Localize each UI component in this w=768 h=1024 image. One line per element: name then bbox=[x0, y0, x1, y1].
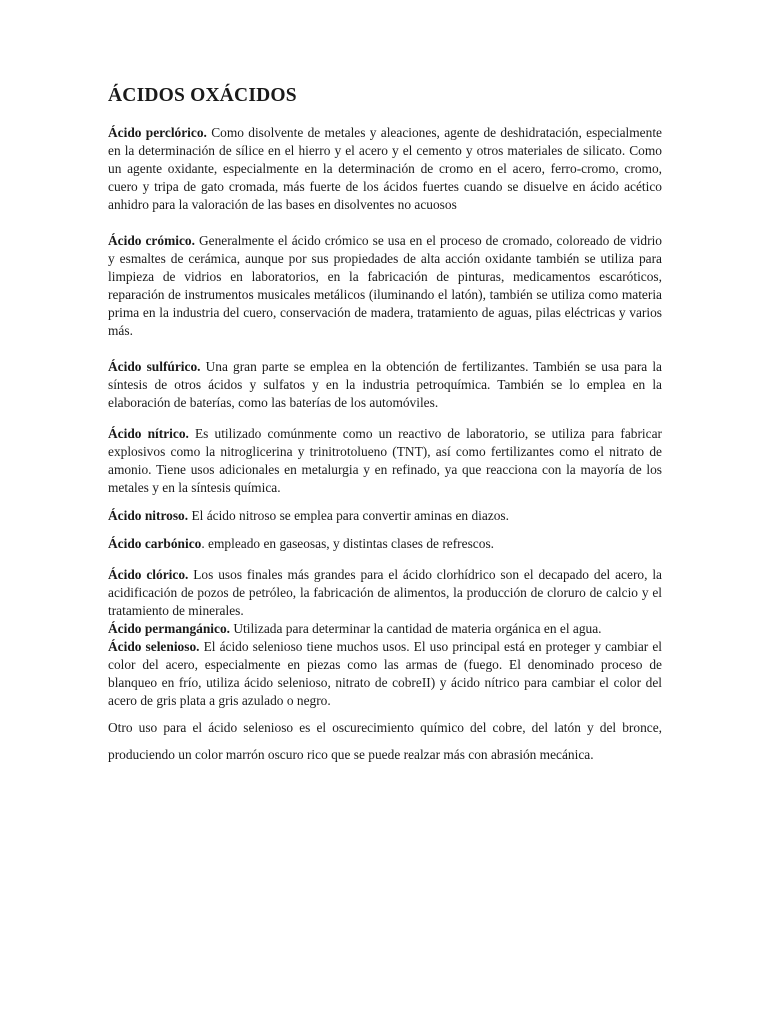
paragraph-sulfuric-acid bbox=[108, 358, 662, 412]
paragraph-selenious-acid bbox=[108, 638, 662, 710]
text-carbonic-acid: . empleado en gaseosas, y distintas clases de refrescos. bbox=[201, 536, 494, 552]
term-selenious-acid: Ácido selenioso. bbox=[108, 639, 200, 655]
paragraph-closing: Otro uso para el ácido selenioso es el oscurecimiento químico del cobre, del latón y del bronce, produciendo un color marrón oscuro rico que se puede realzar más con abrasión mecánica. bbox=[108, 720, 662, 763]
text-perchloric-acid: Como disolvente de metales y aleaciones, agente de deshidratación, especialmente en la determinación de sílice en el hierro y el acero y el cemento y otros materiales de silicato. Como un agente oxidante, especialmente en la determinación de cromo en el acero, ferro-cromo, cromo, cuero y tripa de gato cromada, más fuerte de los ácidos fuertes cuando se disuelve en ácido acético anhidro para la valoración de las bases en disolventes no acuosos bbox=[108, 125, 662, 213]
paragraph-chromic-acid bbox=[108, 232, 662, 340]
paragraph-nitric-acid bbox=[108, 425, 662, 497]
text-chromic-acid: Generalmente el ácido crómico se usa en el proceso de cromado, coloreado de vidrio y esmaltes de cerámica, aunque por sus propiedades de alta acción oxidante también se utiliza para limpieza de vidrios en laboratorios, en la fabricación de pinturas, medicamentos escaróticos, reparación de instrumentos musicales metálicos (iluminando el latón), también se utiliza como materia prima en la industria del cuero, conservación de madera, tratamiento de aguas, pilas eléctricas y varios más. bbox=[108, 233, 662, 339]
term-sulfuric-acid: Ácido sulfúrico. bbox=[108, 359, 201, 375]
paragraph-nitrous-acid bbox=[108, 507, 662, 525]
paragraph-perchloric-acid bbox=[108, 124, 662, 214]
paragraph-permanganic-acid bbox=[108, 620, 662, 638]
term-chromic-acid: Ácido crómico. bbox=[108, 233, 195, 249]
paragraph-carbonic-acid bbox=[108, 535, 662, 553]
term-chloric-acid: Ácido clórico. bbox=[108, 567, 189, 583]
term-permanganic-acid: Ácido permangánico. bbox=[108, 621, 230, 637]
paragraph-chloric-acid bbox=[108, 566, 662, 620]
text-nitrous-acid: El ácido nitroso se emplea para convertir aminas en diazos. bbox=[188, 508, 509, 524]
text-selenious-acid: El ácido selenioso tiene muchos usos. El uso principal está en proteger y cambiar el color del acero, especialmente en piezas como las armas de (fuego. El denominado proceso de blanqueo en frío, utiliza ácido selenioso, nitrato de cobreII) y ácido nítrico para cambiar el color del acero de gris plata a gris azulado o negro. bbox=[108, 639, 662, 709]
document-page bbox=[108, 84, 662, 768]
term-nitric-acid: Ácido nítrico. bbox=[108, 426, 189, 442]
term-perchloric-acid: Ácido perclórico. bbox=[108, 125, 207, 141]
term-carbonic-acid: Ácido carbónico bbox=[108, 536, 202, 552]
text-sulfuric-acid: Una gran parte se emplea en la obtención de fertilizantes. También se usa para la síntesis de otros ácidos y sulfatos y en la industria petroquímica. También se lo emplea en la elaboración de baterías, como las baterías de los automóviles. bbox=[108, 359, 663, 411]
text-chloric-acid: Los usos finales más grandes para el ácido clorhídrico son el decapado del acero, la acidificación de pozos de petróleo, la fabricación de alimentos, la producción de cloruro de calcio y el tratamiento de minerales. bbox=[108, 567, 662, 619]
text-nitric-acid: Es utilizado comúnmente como un reactivo de laboratorio, se utiliza para fabricar explosivos como la nitroglicerina y trinitrotolueno (TNT), así como fertilizantes como el nitrato de amonio. Tiene usos adicionales en metalurgia y en refinado, ya que reacciona con la mayoría de los metales y en la síntesis química. bbox=[108, 426, 662, 496]
term-nitrous-acid: Ácido nitroso. bbox=[108, 508, 189, 524]
text-permanganic-acid: Utilizada para determinar la cantidad de materia orgánica en el agua. bbox=[230, 621, 602, 637]
document-title: ÁCIDOS OXÁCIDOS bbox=[108, 85, 297, 106]
